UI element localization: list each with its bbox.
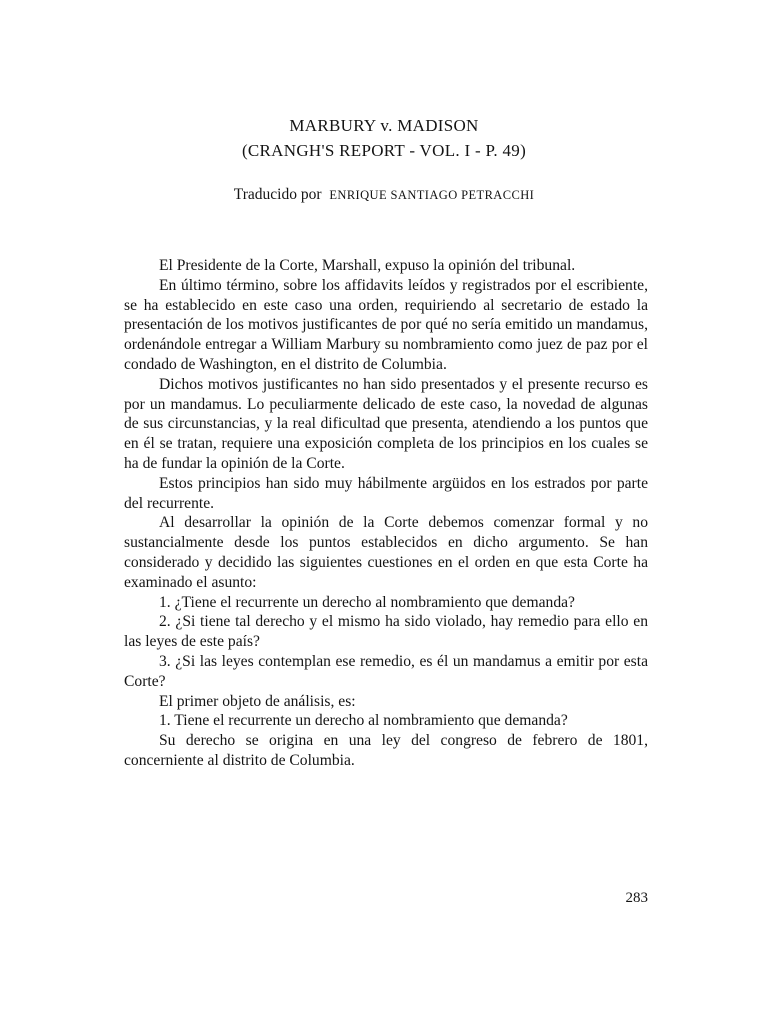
document-subtitle: (CRANGH'S REPORT - VOL. I - P. 49) (241, 141, 527, 160)
translator-name: ENRIQUE SANTIAGO PETRACCHI (329, 188, 535, 202)
document-title: MARBURY v. MADISON (289, 116, 479, 135)
numbered-item: 2. ¿Si tiene tal derecho y el mismo ha sido violado, hay remedio para ello en las leyes de este país? (124, 613, 648, 651)
paragraph: Al desarrollar la opinión de la Corte debemos comenzar formal y no sustancialmente desde los puntos establecidos en dicho argumento. Se han considerado y decidido las siguientes cuestiones en el orden en que esta Corte ha examinado el asunto: (124, 514, 648, 591)
paragraph: En último término, sobre los affidavits leídos y registrados por el escribiente, se ha establecido en este caso una orden, requiriendo al secretario de estado la presentación de los motivos justificantes de por qué no sería emitido un mandamus, ordenándole entregar a William Marbury su nombramiento como juez de paz por el condado de Washington, en el distrito de Columbia. (124, 276, 648, 373)
paragraph: Estos principios han sido muy hábilmente argüidos en los estrados por parte del recurrente. (124, 474, 648, 512)
translated-by-label: Traducido por (233, 186, 322, 203)
paragraph: Su derecho se origina en una ley del congreso de febrero de 1801, concerniente al distrito de Columbia. (124, 732, 648, 769)
numbered-item: 1. ¿Tiene el recurrente un derecho al nombramiento que demanda? (159, 593, 575, 611)
page-number: 283 (625, 890, 648, 906)
translator-credit (0, 186, 768, 204)
body-text (124, 256, 648, 771)
paragraph: Dichos motivos justificantes no han sido presentados y el presente recurso es por un mandamus. Lo peculiarmente delicado de este caso, la novedad de algunas de sus circunstancias, y la real dificultad que presenta, atendiendo a los puntos que en él se tratan, requiere una exposición completa de los principios en los cuales se ha de fundar la opinión de la Corte. (124, 375, 648, 472)
paragraph: El primer objeto de análisis, es: (159, 692, 356, 710)
paragraph: El Presidente de la Corte, Marshall, expuso la opinión del tribunal. (159, 257, 576, 274)
numbered-item: 1. Tiene el recurrente un derecho al nombramiento que demanda? (159, 712, 568, 730)
numbered-item: 3. ¿Si las leyes contemplan ese remedio, es él un mandamus a emitir por esta Corte? (124, 652, 648, 690)
